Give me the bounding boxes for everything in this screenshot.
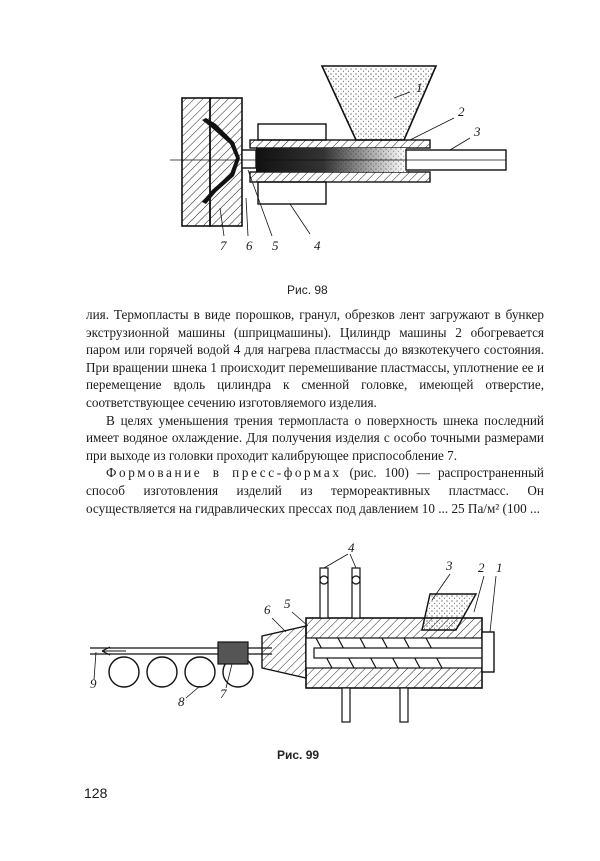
fig99-label-6: 6: [264, 602, 271, 617]
figure-98-caption: Рис. 98: [287, 283, 328, 297]
heater-jacket-top: [258, 124, 326, 140]
fig99-label-5: 5: [284, 596, 291, 611]
calibrator: [218, 642, 248, 664]
fig98-label-7: 7: [220, 238, 227, 253]
page-number: 128: [84, 785, 108, 801]
fig99-label-1: 1: [496, 560, 503, 575]
fig98-label-3: 3: [474, 124, 481, 139]
paragraph-3: [86, 464, 544, 517]
hopper: [322, 66, 436, 140]
extrusion-head: [262, 626, 306, 678]
fig99-label-8: 8: [178, 694, 185, 709]
figure-99: [86, 540, 506, 740]
fig98-label-1: 1: [416, 80, 423, 95]
figure-99-caption: Рис. 99: [277, 748, 320, 762]
fig99-label-2: 2: [478, 560, 485, 575]
fig99-label-9: 9: [90, 676, 97, 691]
fig99-label-4: 4: [348, 540, 355, 555]
mold-half-left: [182, 98, 210, 226]
cylinder-wall-top: [250, 140, 430, 148]
roller-2: [147, 657, 177, 687]
roller-1: [109, 657, 139, 687]
fig99-label-3: 3: [446, 558, 453, 573]
figure-98: [150, 58, 510, 268]
fig98-label-4: 4: [314, 238, 321, 253]
fig98-label-2: 2: [458, 104, 465, 119]
fig98-label-5: 5: [272, 238, 279, 253]
cylinder-wall-bottom: [250, 172, 430, 182]
paragraph-1: лия. Термопласты в виде порошков, гранул, обрезков лент загружают в бункер экструзионной машины (шприцмашины). Цилиндр машины 2 обогревается паром или горячей водой 4 для нагрева пластмассы до вязкотекучего состояния. При вращении шнека 1 происходит перемешивание пластмассы, уплотнение ее и перемещение вдоль цилиндра к сменной головке, имеющей отверстие, соответствующее сечению изготовляемого изделия.: [86, 307, 544, 410]
body-text: [86, 306, 544, 517]
heater-jacket-bottom: [258, 182, 326, 204]
fig99-label-7: 7: [220, 686, 227, 701]
roller-3: [185, 657, 215, 687]
paragraph-3-rest: (рис. 100) — распространенный способ изготовления изделий из термореактивных пластмасс. Он осуществляется на гидравлических прессах под давлением 10 ... 25 Па/м² (100 ...: [86, 465, 544, 516]
fig98-label-6: 6: [246, 238, 253, 253]
paragraph-3-spaced: Формование в пресс-формах: [106, 465, 342, 481]
paragraph-2: В целях уменьшения трения термопласта о поверхность шнека последний имеет водяное охлаждение. Для получения изделия с особо точными размерами при выходе из головки проходит калибрующее приспособление 7.: [86, 412, 544, 463]
